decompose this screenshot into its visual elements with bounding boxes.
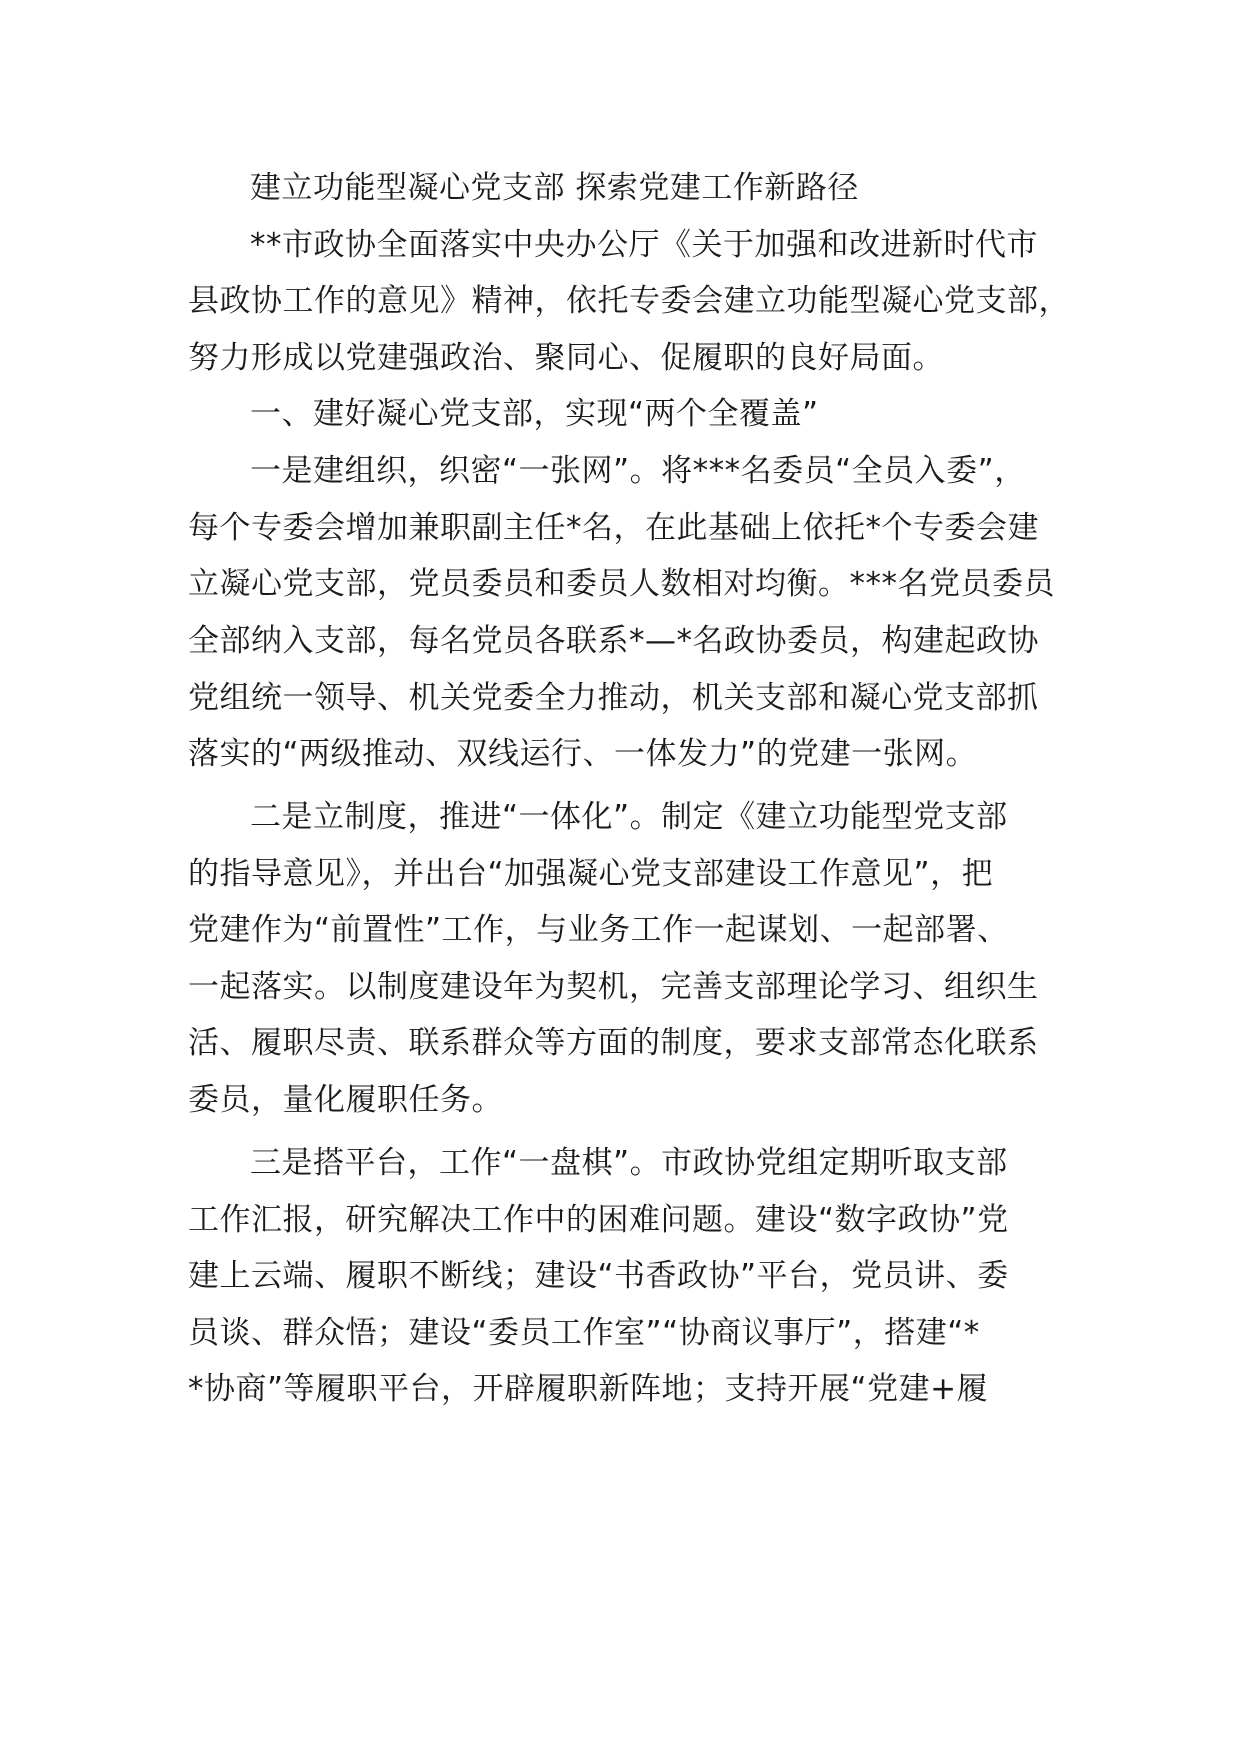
paragraph-line: 党建作为“前置性”工作，与业务工作一起谋划、一起部署、 <box>188 912 1009 948</box>
paragraph-line: 员谈、群众悟；建设“委员工作室”“协商议事厅”，搭建“* <box>188 1315 980 1351</box>
paragraph-line: 党组统一领导、机关党委全力推动，机关支部和凝心党支部抓 <box>188 680 1039 716</box>
paragraph-line: 的指导意见》，并出台“加强凝心党支部建设工作意见”，把 <box>188 856 994 892</box>
paragraph-line: 县政协工作的意见》精神，依托专委会建立功能型凝心党支部， <box>188 283 1070 319</box>
paragraph-line: 全部纳入支部，每名党员各联系*—*名政协委员，构建起政协 <box>188 623 1039 659</box>
paragraph-line: 委员，量化履职任务。 <box>188 1082 503 1118</box>
paragraph-line: 活、履职尽责、联系群众等方面的制度，要求支部常态化联系 <box>188 1025 1039 1061</box>
paragraph-line: 努力形成以党建强政治、聚同心、促履职的良好局面。 <box>188 340 944 376</box>
paragraph-line: 一起落实。以制度建设年为契机，完善支部理论学习、组织生 <box>188 969 1039 1005</box>
paragraph-line: **市政协全面落实中央办公厅《关于加强和改进新时代市 <box>250 227 1038 263</box>
paragraph-line: 每个专委会增加兼职副主任*名，在此基础上依托*个专委会建 <box>188 510 1039 546</box>
paragraph-line: 二是立制度，推进“一体化”。制定《建立功能型党支部 <box>250 799 1008 835</box>
paragraph-line: 立凝心党支部，党员委员和委员人数相对均衡。***名党员委员 <box>188 566 1055 602</box>
paragraph-line: 建上云端、履职不断线；建设“书香政协”平台，党员讲、委 <box>188 1258 1009 1294</box>
document-title: 建立功能型凝心党支部 探索党建工作新路径 <box>250 170 859 206</box>
paragraph-line: 工作汇报，研究解决工作中的困难问题。建设“数字政协”党 <box>188 1202 1009 1238</box>
paragraph-line: 三是搭平台，工作“一盘棋”。市政协党组定期听取支部 <box>250 1145 1008 1181</box>
paragraph-line: 落实的“两级推动、双线运行、一体发力”的党建一张网。 <box>188 736 978 772</box>
paragraph-line: *协商”等履职平台，开辟履职新阵地；支持开展“党建+履 <box>188 1371 989 1407</box>
paragraph-line: 一是建组织，织密“一张网”。将***名委员“全员入委”， <box>250 453 1026 489</box>
section-heading: 一、建好凝心党支部，实现“两个全覆盖” <box>250 396 819 432</box>
